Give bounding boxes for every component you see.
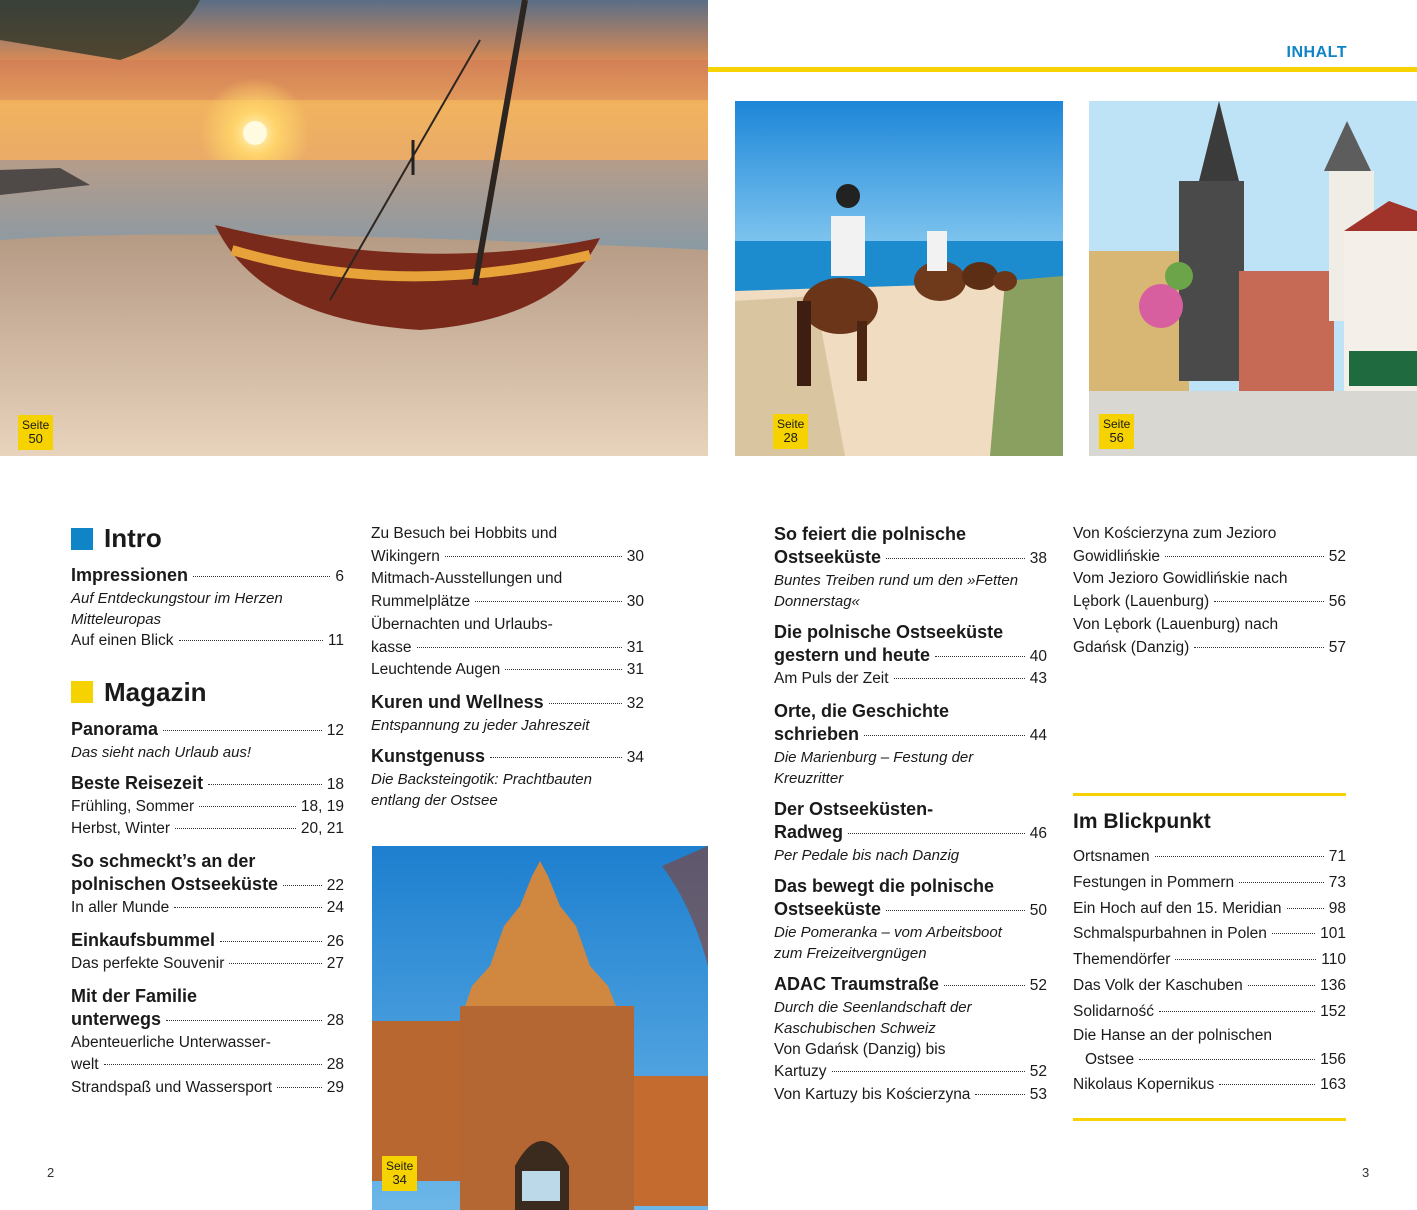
- leader-dots: [1239, 882, 1324, 883]
- toc-entry-title: Wikingern: [371, 547, 440, 565]
- toc-entry-page: 18, 19: [300, 797, 344, 815]
- toc-subtitle: entlang der Ostsee: [371, 791, 498, 809]
- toc-entry[interactable]: [774, 973, 1047, 997]
- toc-subtitle: Das sieht nach Urlaub aus!: [71, 743, 252, 761]
- toc-entry-page: 44: [1029, 726, 1047, 744]
- toc-entry-title: Ostseeküste: [774, 898, 882, 919]
- blickpunkt-item-line1[interactable]: Die Hanse an der polnischen: [1073, 1026, 1273, 1044]
- badge-label: Seite: [22, 418, 50, 432]
- leader-dots: [1272, 933, 1315, 934]
- header-rule: [708, 67, 1417, 72]
- toc-subtitle: Auf Entdeckungstour im Herzen Mitteleuropas: [71, 590, 283, 628]
- toc-entry-line1[interactable]: Orte, die Geschichte: [774, 700, 950, 721]
- toc-entry-page: 152: [1320, 1002, 1346, 1020]
- toc-entry-title: Gdańsk (Danzig): [1073, 638, 1190, 656]
- photo-beach-boat: [0, 0, 708, 456]
- blickpunkt-item[interactable]: [1073, 870, 1346, 896]
- toc-subentry-line1[interactable]: Abenteuerliche Unterwasser-: [71, 1033, 271, 1051]
- toc-subentry[interactable]: [71, 818, 344, 841]
- leader-dots: [1248, 985, 1315, 986]
- toc-entry-title: Solidarność: [1073, 1002, 1154, 1020]
- toc-entry-title: Am Puls der Zeit: [774, 670, 889, 687]
- toc-subentry[interactable]: [1073, 637, 1346, 660]
- photo-town-street: [1089, 101, 1417, 456]
- toc-entry[interactable]: [774, 898, 1047, 922]
- blickpunkt-item[interactable]: [1073, 999, 1346, 1025]
- toc-entry[interactable]: [71, 929, 344, 953]
- blickpunkt-item[interactable]: [1073, 1072, 1346, 1098]
- toc-subtitle: Kreuzritter: [774, 769, 844, 787]
- toc-entry-title: Gowidlińskie: [1073, 547, 1161, 565]
- toc-entry-page: 40: [1029, 648, 1047, 665]
- toc-entry[interactable]: [71, 564, 344, 588]
- leader-dots: [1165, 556, 1324, 557]
- toc-entry-title: ADAC Traumstraße: [774, 973, 940, 994]
- blickpunkt-item[interactable]: [1073, 1047, 1346, 1073]
- blue-square-icon: [71, 528, 93, 550]
- toc-entry-title: polnischen Ostseeküste: [71, 874, 279, 895]
- toc-entry-page: 31: [626, 638, 644, 656]
- toc-entry-title: Beste Reisezeit: [71, 772, 204, 793]
- toc-entry-title: Ostseeküste: [774, 547, 882, 567]
- blickpunkt-top-rule: [1073, 793, 1346, 796]
- toc-subentry[interactable]: [774, 668, 1047, 691]
- toc-subentry-line1[interactable]: Von Gdańsk (Danzig) bis: [774, 1040, 946, 1058]
- toc-subtitle: Donnerstag«: [774, 593, 860, 610]
- leader-dots: [1159, 1011, 1315, 1012]
- toc-entry-title: Radweg: [774, 821, 844, 842]
- blickpunkt-bottom-rule: [1073, 1118, 1346, 1121]
- toc-entry-page: 22: [326, 877, 344, 895]
- blickpunkt-item[interactable]: [1073, 947, 1346, 973]
- toc-entry[interactable]: [71, 1008, 344, 1032]
- toc-entry-page: 71: [1328, 848, 1346, 865]
- toc-subentry[interactable]: [371, 591, 644, 614]
- badge-label: Seite: [1103, 417, 1131, 431]
- toc-entry-page: 56: [1328, 593, 1346, 611]
- leader-dots: [894, 678, 1025, 679]
- toc-entry-page: 11: [327, 632, 344, 649]
- toc-entry[interactable]: [774, 821, 1047, 845]
- leader-dots: [886, 558, 1025, 559]
- toc-entry-page: 30: [626, 593, 644, 611]
- toc-entry-title: unterwegs: [71, 1008, 162, 1029]
- toc-entry-page: 43: [1029, 670, 1047, 687]
- leader-dots: [277, 1087, 322, 1088]
- leader-dots: [175, 828, 296, 829]
- section-label: INHALT: [1286, 44, 1347, 61]
- leader-dots: [1214, 601, 1324, 602]
- toc-entry-page: 50: [1029, 901, 1047, 919]
- toc-entry-page: 52: [1328, 547, 1346, 565]
- toc-entry-title: welt: [71, 1056, 99, 1074]
- toc-subtitle: Die Marienburg – Festung der: [774, 748, 974, 766]
- toc-entry-page: 98: [1328, 899, 1346, 917]
- toc-subtitle: Per Pedale bis nach Danzig: [774, 846, 960, 864]
- blickpunkt-item[interactable]: [1073, 844, 1346, 870]
- leader-dots: [208, 784, 322, 785]
- toc-entry-title: Das Volk der Kaschuben: [1073, 976, 1243, 994]
- section-title: Magazin: [104, 676, 207, 707]
- badge-label: Seite: [386, 1159, 414, 1173]
- leader-dots: [864, 735, 1025, 736]
- badge-page: 34: [392, 1172, 407, 1187]
- toc-entry-page: 163: [1320, 1076, 1346, 1094]
- toc-entry-page: 29: [326, 1078, 344, 1096]
- toc-entry[interactable]: [71, 873, 344, 897]
- leader-dots: [1287, 908, 1324, 909]
- badge-label: Seite: [777, 417, 805, 431]
- toc-entry-page: 52: [1029, 1063, 1047, 1081]
- toc-entry-page: 30: [626, 547, 644, 565]
- toc-entry-title: Panorama: [71, 718, 159, 739]
- leader-dots: [166, 1020, 322, 1021]
- toc-entry-page: 73: [1328, 873, 1346, 891]
- leader-dots: [944, 985, 1025, 986]
- toc-entry-title: Ein Hoch auf den 15. Meridian: [1073, 899, 1282, 917]
- toc-entry-line1[interactable]: Mit der Familie: [71, 985, 198, 1006]
- leader-dots: [199, 806, 296, 807]
- toc-entry-page: 38: [1029, 550, 1047, 567]
- toc-entry-page: 34: [626, 748, 644, 766]
- toc-subentry[interactable]: [774, 1061, 1047, 1084]
- leader-dots: [475, 601, 622, 602]
- badge-page: 28: [783, 430, 798, 445]
- blickpunkt-item[interactable]: [1073, 896, 1346, 922]
- blickpunkt-box: [1073, 810, 1346, 1098]
- leader-dots: [505, 669, 621, 670]
- toc-entry-page: 136: [1320, 976, 1346, 994]
- toc-entry-page: 46: [1029, 824, 1047, 842]
- toc-subtitle: Die Backsteingotik: Prachtbauten: [371, 770, 592, 788]
- toc-entry-page: 28: [326, 1011, 344, 1029]
- toc-entry-page: 31: [626, 661, 644, 679]
- toc-entry-line1[interactable]: Der Ostseeküsten-: [774, 798, 934, 819]
- leader-dots: [179, 640, 323, 641]
- toc-entry-title: schrieben: [774, 723, 860, 744]
- photo-horse-riders: [735, 101, 1063, 456]
- toc-entry-title: In aller Munde: [71, 899, 170, 917]
- toc-entry-title: Nikolaus Kopernikus: [1073, 1076, 1215, 1094]
- toc-entry[interactable]: [371, 691, 644, 715]
- toc-entry-page: 24: [326, 899, 344, 917]
- toc-entry-title: Schmalspurbahnen in Polen: [1073, 925, 1267, 943]
- toc-entry[interactable]: [774, 546, 1047, 570]
- toc-entry-title: Kuren und Wellness: [371, 691, 544, 712]
- toc-entry-title: gestern und heute: [774, 645, 931, 665]
- toc-subtitle: Entspannung zu jeder Jahreszeit: [371, 716, 590, 734]
- leader-dots: [174, 907, 322, 908]
- toc-column-1: [71, 523, 344, 1100]
- toc-subentry[interactable]: [71, 1054, 344, 1077]
- toc-subentry[interactable]: [71, 796, 344, 819]
- toc-entry-page: 6: [335, 568, 344, 585]
- toc-subentry[interactable]: [1073, 546, 1346, 569]
- leader-dots: [163, 730, 322, 731]
- toc-entry-title: Das perfekte Souvenir: [71, 954, 225, 972]
- leader-dots: [283, 885, 322, 886]
- toc-subentry[interactable]: [71, 897, 344, 920]
- badge-page: 50: [28, 431, 43, 446]
- toc-subentry[interactable]: [371, 637, 644, 660]
- toc-column-4: [1073, 523, 1346, 659]
- toc-entry-title: Lębork (Lauenburg): [1073, 593, 1210, 611]
- toc-entry-page: 53: [1029, 1086, 1047, 1104]
- toc-subtitle: Die Pomeranka – vom Arbeitsboot: [774, 923, 1002, 941]
- toc-entry-title: kasse: [371, 638, 412, 656]
- leader-dots: [220, 941, 322, 942]
- toc-entry-title: Einkaufsbummel: [71, 929, 216, 950]
- toc-column-3: [774, 523, 1047, 1107]
- toc-subtitle: Buntes Treiben rund um den »Fetten: [774, 572, 1019, 589]
- toc-subentry[interactable]: [371, 546, 644, 569]
- page-badge: [773, 414, 808, 449]
- leader-dots: [1194, 647, 1323, 648]
- leader-dots: [1155, 856, 1324, 857]
- toc-subentry[interactable]: [71, 953, 344, 976]
- toc-entry[interactable]: [71, 630, 344, 653]
- toc-entry-title: Festungen in Pommern: [1073, 873, 1235, 891]
- page-badge: [18, 415, 53, 450]
- toc-subentry[interactable]: [371, 659, 644, 682]
- toc-entry[interactable]: [71, 718, 344, 742]
- leader-dots: [445, 556, 622, 557]
- toc-entry-title: Herbst, Winter: [71, 820, 171, 838]
- toc-entry-page: 110: [1321, 951, 1346, 969]
- toc-subentry-line1[interactable]: Übernachten und Urlaubs-: [371, 615, 553, 633]
- toc-entry-title: Von Kartuzy bis Kościerzyna: [774, 1086, 971, 1104]
- toc-entry-title: Rummelplätze: [371, 593, 471, 611]
- toc-entry[interactable]: [774, 644, 1047, 668]
- toc-entry-page: 101: [1320, 925, 1346, 943]
- toc-subentry[interactable]: [774, 1084, 1047, 1107]
- leader-dots: [848, 833, 1025, 834]
- toc-subtitle: Kaschubischen Schweiz: [774, 1019, 936, 1037]
- toc-entry-title: Ortsnamen: [1073, 848, 1150, 865]
- toc-entry-title: Strandspaß und Wassersport: [71, 1078, 273, 1096]
- leader-dots: [1219, 1084, 1315, 1085]
- badge-page: 56: [1109, 430, 1124, 445]
- leader-dots: [1175, 959, 1316, 960]
- leader-dots: [104, 1064, 322, 1065]
- toc-entry-line1[interactable]: Das bewegt die polnische: [774, 875, 995, 896]
- leader-dots: [417, 647, 622, 648]
- toc-entry-title: Ostsee: [1085, 1050, 1135, 1068]
- yellow-square-icon: [71, 681, 93, 703]
- leader-dots: [229, 963, 321, 964]
- toc-entry-page: 52: [1029, 976, 1047, 994]
- section-heading-intro: [71, 523, 344, 554]
- toc-subentry-line1[interactable]: Von Kościerzyna zum Jezioro: [1073, 525, 1277, 542]
- toc-entry-title: Leuchtende Augen: [371, 661, 501, 679]
- toc-subentry[interactable]: [71, 1077, 344, 1100]
- toc-entry-page: 26: [326, 932, 344, 950]
- toc-entry-title: Kunstgenuss: [371, 745, 486, 766]
- page-badge: [1099, 414, 1134, 449]
- toc-subentry-line1[interactable]: Zu Besuch bei Hobbits und: [371, 525, 558, 542]
- toc-entry-title: Impressionen: [71, 565, 189, 585]
- toc-entry[interactable]: [371, 745, 644, 769]
- leader-dots: [490, 757, 622, 758]
- photo-city-gate: [372, 846, 708, 1210]
- blickpunkt-item[interactable]: [1073, 973, 1346, 999]
- toc-entry-page: 20, 21: [300, 820, 344, 838]
- leader-dots: [832, 1071, 1025, 1072]
- toc-entry-line1[interactable]: So feiert die polnische: [774, 524, 967, 544]
- toc-entry-page: 27: [326, 954, 344, 972]
- toc-entry-page: 32: [626, 694, 644, 712]
- page-number-right: 3: [1362, 1165, 1370, 1180]
- toc-entry-title: Themendörfer: [1073, 951, 1171, 969]
- toc-subtitle: zum Freizeitvergnügen: [774, 944, 927, 962]
- section-heading-magazin: [71, 677, 344, 708]
- toc-entry[interactable]: [774, 723, 1047, 747]
- page-badge: [382, 1156, 417, 1191]
- leader-dots: [935, 656, 1025, 657]
- toc-column-2: [371, 523, 644, 811]
- toc-entry-page: 12: [326, 721, 344, 739]
- blickpunkt-title: Im Blickpunkt: [1073, 810, 1211, 833]
- leader-dots: [886, 910, 1025, 911]
- toc-entry-title: Auf einen Blick: [71, 632, 174, 649]
- leader-dots: [1139, 1059, 1315, 1060]
- toc-subentry-line1[interactable]: Mitmach-Ausstellungen und: [371, 570, 563, 588]
- toc-subentry[interactable]: [1073, 591, 1346, 614]
- toc-entry-page: 156: [1320, 1050, 1346, 1068]
- leader-dots: [549, 703, 622, 704]
- leader-dots: [975, 1094, 1024, 1095]
- toc-subtitle: Durch die Seenlandschaft der: [774, 998, 972, 1016]
- toc-entry-line1[interactable]: So schmeckt’s an der: [71, 851, 256, 872]
- toc-subentry-line1[interactable]: Von Lębork (Lauenburg) nach: [1073, 615, 1279, 633]
- section-title: Intro: [104, 523, 162, 553]
- toc-entry-page: 57: [1328, 638, 1346, 656]
- toc-entry-line1[interactable]: Die polnische Ostseeküste: [774, 622, 1004, 642]
- toc-entry[interactable]: [71, 772, 344, 796]
- toc-entry-page: 18: [326, 775, 344, 793]
- toc-entry-title: Kartuzy: [774, 1063, 827, 1081]
- toc-entry-title: Frühling, Sommer: [71, 797, 195, 815]
- leader-dots: [193, 576, 330, 577]
- blickpunkt-item[interactable]: [1073, 921, 1346, 947]
- toc-entry-page: 28: [326, 1056, 344, 1074]
- page-number-left: 2: [47, 1165, 55, 1180]
- toc-subentry-line1[interactable]: Vom Jezioro Gowidlińskie nach: [1073, 570, 1288, 588]
